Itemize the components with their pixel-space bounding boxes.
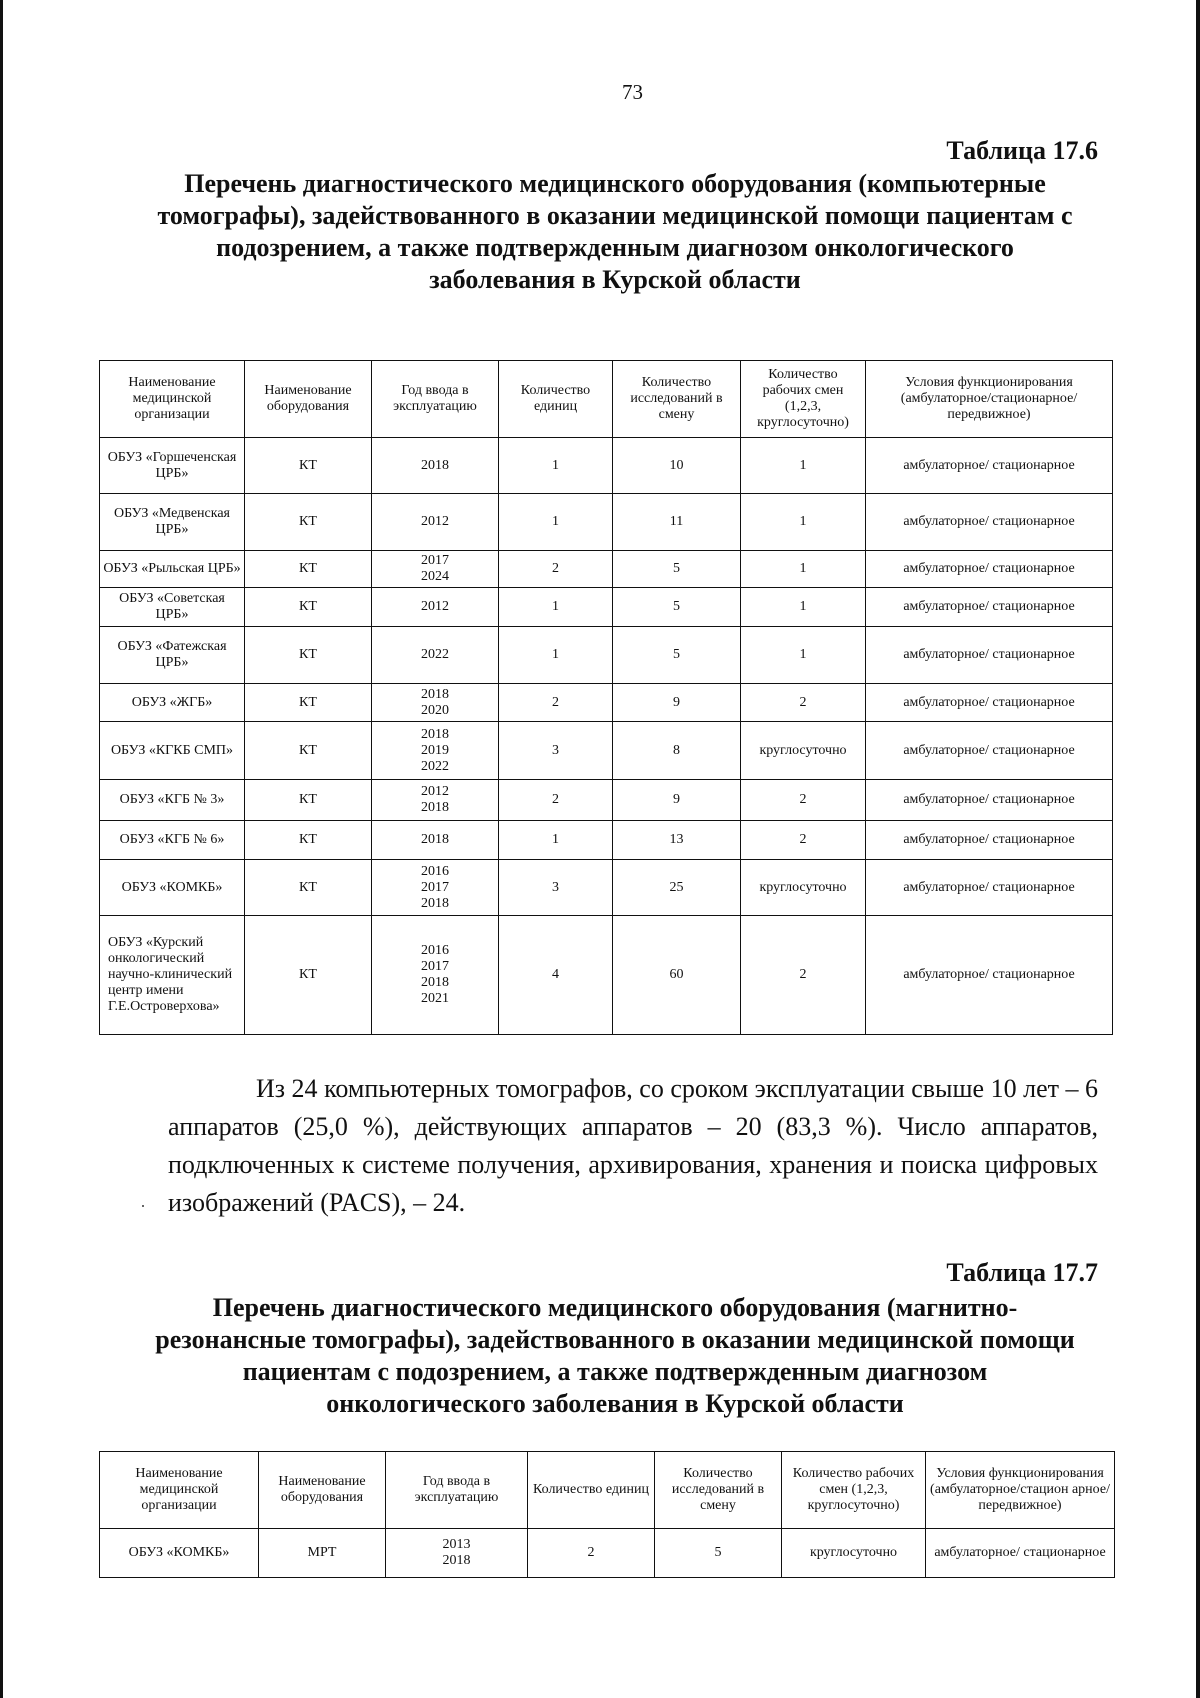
cell-conditions: амбулаторное/ стационарное	[866, 551, 1113, 588]
summary-paragraph	[168, 1070, 1098, 1222]
header-units: Количество единиц	[499, 361, 613, 438]
table-17-6-label: Таблица 17.6	[946, 136, 1098, 165]
cell-shifts: 1	[741, 494, 866, 551]
cell-conditions: амбулаторное/ стационарное	[866, 860, 1113, 916]
header-shifts: Количество рабочих смен (1,2,3, круглосуточно)	[782, 1452, 926, 1529]
cell-org: ОБУЗ «Рыльская ЦРБ»	[100, 551, 245, 588]
cell-conditions: амбулаторное/ стационарное	[866, 684, 1113, 722]
cell-equipment: КТ	[245, 588, 372, 627]
cell-shifts: 2	[741, 780, 866, 821]
cell-conditions: амбулаторное/ стационарное	[866, 438, 1113, 494]
scan-edge-right	[1196, 0, 1200, 1698]
ct-equipment-table	[99, 360, 1113, 1035]
cell-years: 2018	[372, 438, 499, 494]
cell-org: ОБУЗ «КГБ № 3»	[100, 780, 245, 821]
summary-paragraph-text: Из 24 компьютерных томографов, со сроком эксплуатации свыше 10 лет – 6 аппаратов (25,0 %), действующих аппаратов – 20 (83,3 %). Число аппаратов, подключенных к системе получения, архивирования, хранения и поиска цифровых изображений (PACS), – 24.	[168, 1074, 1098, 1217]
cell-equipment: МРТ	[259, 1529, 386, 1578]
cell-equipment: КТ	[245, 916, 372, 1035]
cell-equipment: КТ	[245, 438, 372, 494]
cell-years: 2012	[372, 494, 499, 551]
cell-years: 2018 2020	[372, 684, 499, 722]
scan-speck	[142, 1205, 144, 1207]
table-17-6-title: Перечень диагностического медицинского оборудования (компьютерные томографы), задействованного в оказании медицинской помощи пациентам с подозрением, а также подтвержденным диагнозом онкологического заболевания в Курской области	[157, 169, 1073, 294]
cell-org: ОБУЗ «КГКБ СМП»	[100, 722, 245, 780]
cell-units: 4	[499, 916, 613, 1035]
cell-studies: 5	[613, 627, 741, 684]
table-row	[100, 494, 1113, 551]
cell-conditions: амбулаторное/ стационарное	[866, 627, 1113, 684]
cell-shifts: 1	[741, 588, 866, 627]
cell-shifts: 2	[741, 821, 866, 860]
header-org: Наименование медицинской организации	[100, 361, 245, 438]
table-row	[100, 722, 1113, 780]
cell-org: ОБУЗ «КОМКБ»	[100, 860, 245, 916]
cell-units: 1	[499, 438, 613, 494]
cell-org: ОБУЗ «Курский онкологический научно-клинический центр имени Г.Е.Островерхова»	[100, 916, 245, 1035]
cell-shifts: круглосуточно	[741, 860, 866, 916]
cell-shifts: 1	[741, 551, 866, 588]
header-year: Год ввода в эксплуатацию	[386, 1452, 528, 1529]
cell-org: ОБУЗ «Фатежская ЦРБ»	[100, 627, 245, 684]
cell-shifts: 1	[741, 627, 866, 684]
cell-units: 2	[499, 684, 613, 722]
cell-shifts: 2	[741, 916, 866, 1035]
cell-units: 1	[499, 627, 613, 684]
cell-conditions: амбулаторное/ стационарное	[866, 494, 1113, 551]
header-shifts: Количество рабочих смен (1,2,3, круглосуточно)	[741, 361, 866, 438]
cell-conditions: амбулаторное/ стационарное	[866, 588, 1113, 627]
cell-conditions: амбулаторное/ стационарное	[926, 1529, 1115, 1578]
table-row	[100, 438, 1113, 494]
cell-equipment: КТ	[245, 821, 372, 860]
cell-studies: 5	[613, 588, 741, 627]
cell-equipment: КТ	[245, 551, 372, 588]
table-header-row	[100, 1452, 1115, 1529]
cell-equipment: КТ	[245, 627, 372, 684]
header-org: Наименование медицинской организации	[100, 1452, 259, 1529]
cell-shifts: круглосуточно	[741, 722, 866, 780]
cell-studies: 5	[613, 551, 741, 588]
cell-years: 2016 2017 2018	[372, 860, 499, 916]
cell-org: ОБУЗ «Советская ЦРБ»	[100, 588, 245, 627]
cell-conditions: амбулаторное/ стационарное	[866, 916, 1113, 1035]
table-row	[100, 627, 1113, 684]
cell-conditions: амбулаторное/ стационарное	[866, 780, 1113, 821]
cell-studies: 9	[613, 684, 741, 722]
cell-years: 2012	[372, 588, 499, 627]
cell-org: ОБУЗ «Горшеченская ЦРБ»	[100, 438, 245, 494]
table-17-7-title: Перечень диагностического медицинского оборудования (магнитно-резонансные томографы), задействованного в оказании медицинской помощи пациентам с подозрением, а также подтвержденным диагнозом онкологического заболевания в Курской области	[155, 1293, 1075, 1418]
table-17-7-label: Таблица 17.7	[946, 1258, 1098, 1287]
table-row	[100, 860, 1113, 916]
table-row	[100, 588, 1113, 627]
scan-edge-left	[0, 0, 3, 1698]
cell-studies: 11	[613, 494, 741, 551]
header-equipment: Наименование оборудования	[245, 361, 372, 438]
cell-years: 2016 2017 2018 2021	[372, 916, 499, 1035]
table-row	[100, 551, 1113, 588]
cell-years: 2022	[372, 627, 499, 684]
cell-org: ОБУЗ «ЖГБ»	[100, 684, 245, 722]
cell-years: 2012 2018	[372, 780, 499, 821]
cell-units: 1	[499, 821, 613, 860]
mri-equipment-table	[99, 1451, 1115, 1578]
header-conditions: Условия функционирования (амбулаторное/стацион арное/передвижное)	[926, 1452, 1115, 1529]
header-studies: Количество исследований в смену	[613, 361, 741, 438]
cell-units: 1	[499, 588, 613, 627]
cell-shifts: 1	[741, 438, 866, 494]
cell-equipment: КТ	[245, 494, 372, 551]
cell-years: 2017 2024	[372, 551, 499, 588]
cell-units: 3	[499, 860, 613, 916]
cell-units: 3	[499, 722, 613, 780]
page-number: 73	[622, 80, 643, 104]
table-row	[100, 780, 1113, 821]
cell-units: 1	[499, 494, 613, 551]
cell-equipment: КТ	[245, 722, 372, 780]
cell-equipment: КТ	[245, 780, 372, 821]
cell-studies: 8	[613, 722, 741, 780]
table-header-row	[100, 361, 1113, 438]
cell-years: 2013 2018	[386, 1529, 528, 1578]
header-units: Количество единиц	[528, 1452, 655, 1529]
cell-studies: 10	[613, 438, 741, 494]
cell-org: ОБУЗ «КОМКБ»	[100, 1529, 259, 1578]
cell-studies: 60	[613, 916, 741, 1035]
cell-years: 2018	[372, 821, 499, 860]
cell-studies: 5	[655, 1529, 782, 1578]
cell-conditions: амбулаторное/ стационарное	[866, 821, 1113, 860]
cell-units: 2	[499, 551, 613, 588]
cell-org: ОБУЗ «КГБ № 6»	[100, 821, 245, 860]
table-row	[100, 1529, 1115, 1578]
cell-studies: 9	[613, 780, 741, 821]
cell-shifts: 2	[741, 684, 866, 722]
cell-org: ОБУЗ «Медвенская ЦРБ»	[100, 494, 245, 551]
header-studies: Количество исследований в смену	[655, 1452, 782, 1529]
cell-equipment: КТ	[245, 684, 372, 722]
cell-studies: 25	[613, 860, 741, 916]
cell-shifts: круглосуточно	[782, 1529, 926, 1578]
cell-units: 2	[499, 780, 613, 821]
table-row	[100, 821, 1113, 860]
table-row	[100, 684, 1113, 722]
cell-equipment: КТ	[245, 860, 372, 916]
cell-years: 2018 2019 2022	[372, 722, 499, 780]
header-equipment: Наименование оборудования	[259, 1452, 386, 1529]
table-row	[100, 916, 1113, 1035]
cell-conditions: амбулаторное/ стационарное	[866, 722, 1113, 780]
cell-units: 2	[528, 1529, 655, 1578]
header-conditions: Условия функционирования (амбулаторное/стационарное/ передвижное)	[866, 361, 1113, 438]
cell-studies: 13	[613, 821, 741, 860]
header-year: Год ввода в эксплуатацию	[372, 361, 499, 438]
